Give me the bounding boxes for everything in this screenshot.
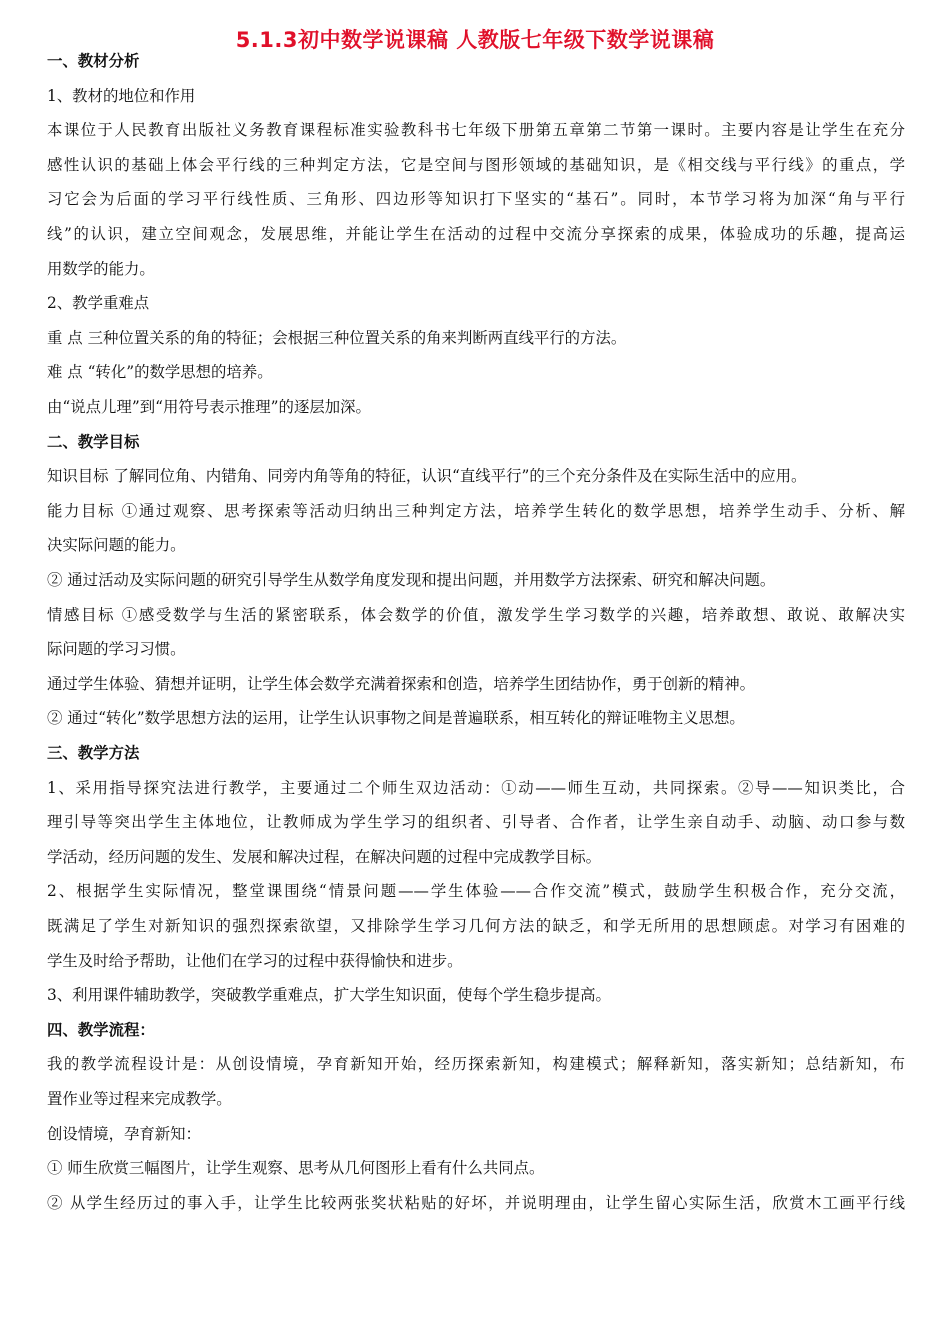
paragraph-line: 情感目标 ①感受数学与生活的紧密联系，体会数学的价值，激发学生学习数学的兴趣，培养敢想、敢说、敢解决实: [47, 606, 905, 624]
paragraph-line: 线”的认识，建立空间观念，发展思维，并能让学生在活动的过程中交流分享探索的成果，体验成功的乐趣，提高运: [47, 225, 905, 243]
paragraph-line: 1、教材的地位和作用: [47, 87, 196, 105]
paragraph-line: 2、教学重难点: [47, 294, 150, 312]
paragraph-line: 习它会为后面的学习平行线性质、三角形、四边形等知识打下坚实的“基石”。同时，本节学习将为加深“角与平行: [47, 190, 905, 208]
paragraph-line: 重 点 三种位置关系的角的特征；会根据三种位置关系的角来判断两直线平行的方法。: [47, 329, 627, 347]
paragraph-line: ② 从学生经历过的事入手，让学生比较两张奖状粘贴的好坏，并说明理由，让学生留心实际生活，欣赏木工画平行线: [47, 1194, 905, 1212]
paragraph-line: 知识目标 了解同位角、内错角、同旁内角等角的特征，认识“直线平行”的三个充分条件及在实际生活中的应用。: [47, 467, 807, 485]
paragraph-line: 创设情境，孕育新知：: [47, 1125, 201, 1143]
paragraph-line: 理引导等突出学生主体地位，让教师成为学生学习的组织者、引导者、合作者，让学生亲自动手、动脑、动口参与数: [47, 813, 905, 831]
section-heading: 一、教材分析: [47, 52, 140, 70]
paragraph-line: 难 点 “转化”的数学思想的培养。: [47, 363, 273, 381]
paragraph-line: 用数学的能力。: [47, 260, 155, 278]
paragraph-line: 本课位于人民教育出版社义务教育课程标准实验教科书七年级下册第五章第二节第一课时。主要内容是让学生在充分: [47, 121, 905, 139]
paragraph-line: 感性认识的基础上体会平行线的三种判定方法，它是空间与图形领域的基础知识，是《相交线与平行线》的重点，学: [47, 156, 905, 174]
paragraph-line: 由“说点儿理”到“用符号表示推理”的逐层加深。: [47, 398, 371, 416]
paragraph-line: 3、利用课件辅助教学，突破教学重难点，扩大学生知识面，使每个学生稳步提高。: [47, 986, 611, 1004]
paragraph-line: 学生及时给予帮助，让他们在学习的过程中获得愉快和进步。: [47, 952, 463, 970]
paragraph-line: 1、采用指导探究法进行教学，主要通过二个师生双边活动：①动——师生互动，共同探索。②导——知识类比，合: [47, 779, 905, 797]
paragraph-line: 学活动，经历问题的发生、发展和解决过程，在解决问题的过程中完成教学目标。: [47, 848, 602, 866]
section-heading: 三、教学方法: [47, 744, 140, 762]
paragraph-line: 际问题的学习习惯。: [47, 640, 186, 658]
paragraph-line: 我的教学流程设计是：从创设情境，孕育新知开始，经历探索新知，构建模式；解释新知，落实新知；总结新知，布: [47, 1055, 905, 1073]
paragraph-line: 决实际问题的能力。: [47, 536, 186, 554]
section-heading: 二、教学目标: [47, 433, 140, 451]
paragraph-line: ② 通过“转化”数学思想方法的运用，让学生认识事物之间是普遍联系，相互转化的辩证唯物主义思想。: [47, 709, 745, 727]
paragraph-line: ① 师生欣赏三幅图片，让学生观察、思考从几何图形上看有什么共同点。: [47, 1159, 545, 1177]
paragraph-line: 置作业等过程来完成教学。: [47, 1090, 232, 1108]
section-heading: 四、教学流程：: [47, 1021, 155, 1039]
document-title: 5.1.3初中数学说课稿 人教版七年级下数学说课稿: [235, 28, 715, 52]
paragraph-line: ② 通过活动及实际问题的研究引导学生从数学角度发现和提出问题，并用数学方法探索、研究和解决问题。: [47, 571, 776, 589]
paragraph-line: 2、根据学生实际情况，整堂课围绕“情景问题——学生体验——合作交流”模式，鼓励学生积极合作，充分交流，: [47, 882, 905, 900]
paragraph-line: 通过学生体验、猜想并证明，让学生体会数学充满着探索和创造，培养学生团结协作，勇于创新的精神。: [47, 675, 755, 693]
paragraph-line: 既满足了学生对新知识的强烈探索欲望，又排除学生学习几何方法的缺乏，和学无所用的思想顾虑。对学习有困难的: [47, 917, 905, 935]
paragraph-line: 能力目标 ①通过观察、思考探索等活动归纳出三种判定方法，培养学生转化的数学思想，培养学生动手、分析、解: [47, 502, 905, 520]
